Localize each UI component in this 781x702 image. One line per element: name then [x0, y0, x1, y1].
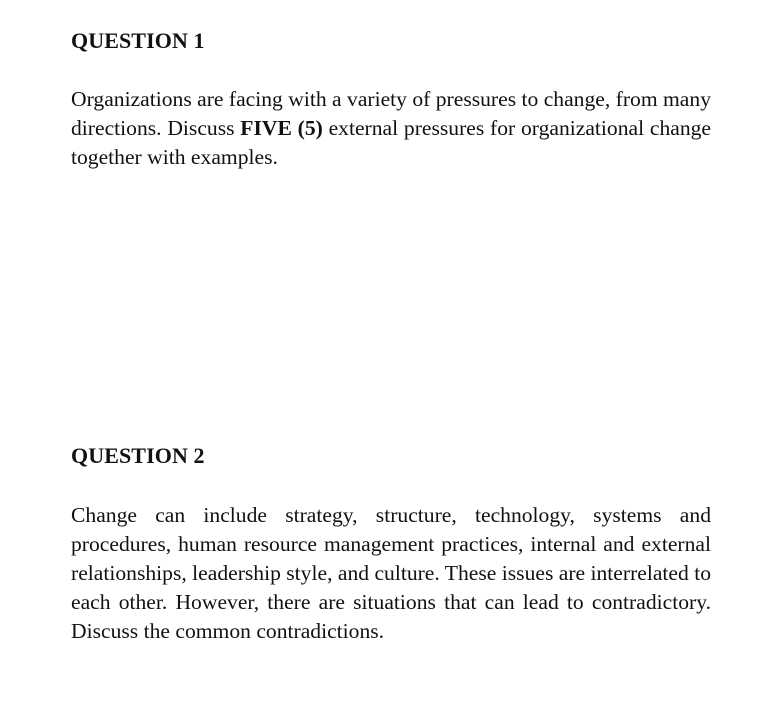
question-1-text-before: Organizations are facing with a variety of pressures to change, from many directions. Discuss [71, 87, 711, 140]
question-1-text-after: external pressures for organizational change together with examples. [71, 116, 711, 169]
question-2-heading: QUESTION 2 [71, 443, 205, 468]
question-2-text: Change can include strategy, structure, technology, systems and procedures, human resource management practices, internal and external relationships, leadership style, and culture. These issues are interrelated to each other. However, there are situations that can lead to contradictory. Discuss the common contradictions. [71, 503, 712, 643]
question-1-emphasis: FIVE (5) [240, 116, 323, 140]
question-1-text [71, 85, 711, 172]
question-1-heading: QUESTION 1 [71, 28, 205, 53]
